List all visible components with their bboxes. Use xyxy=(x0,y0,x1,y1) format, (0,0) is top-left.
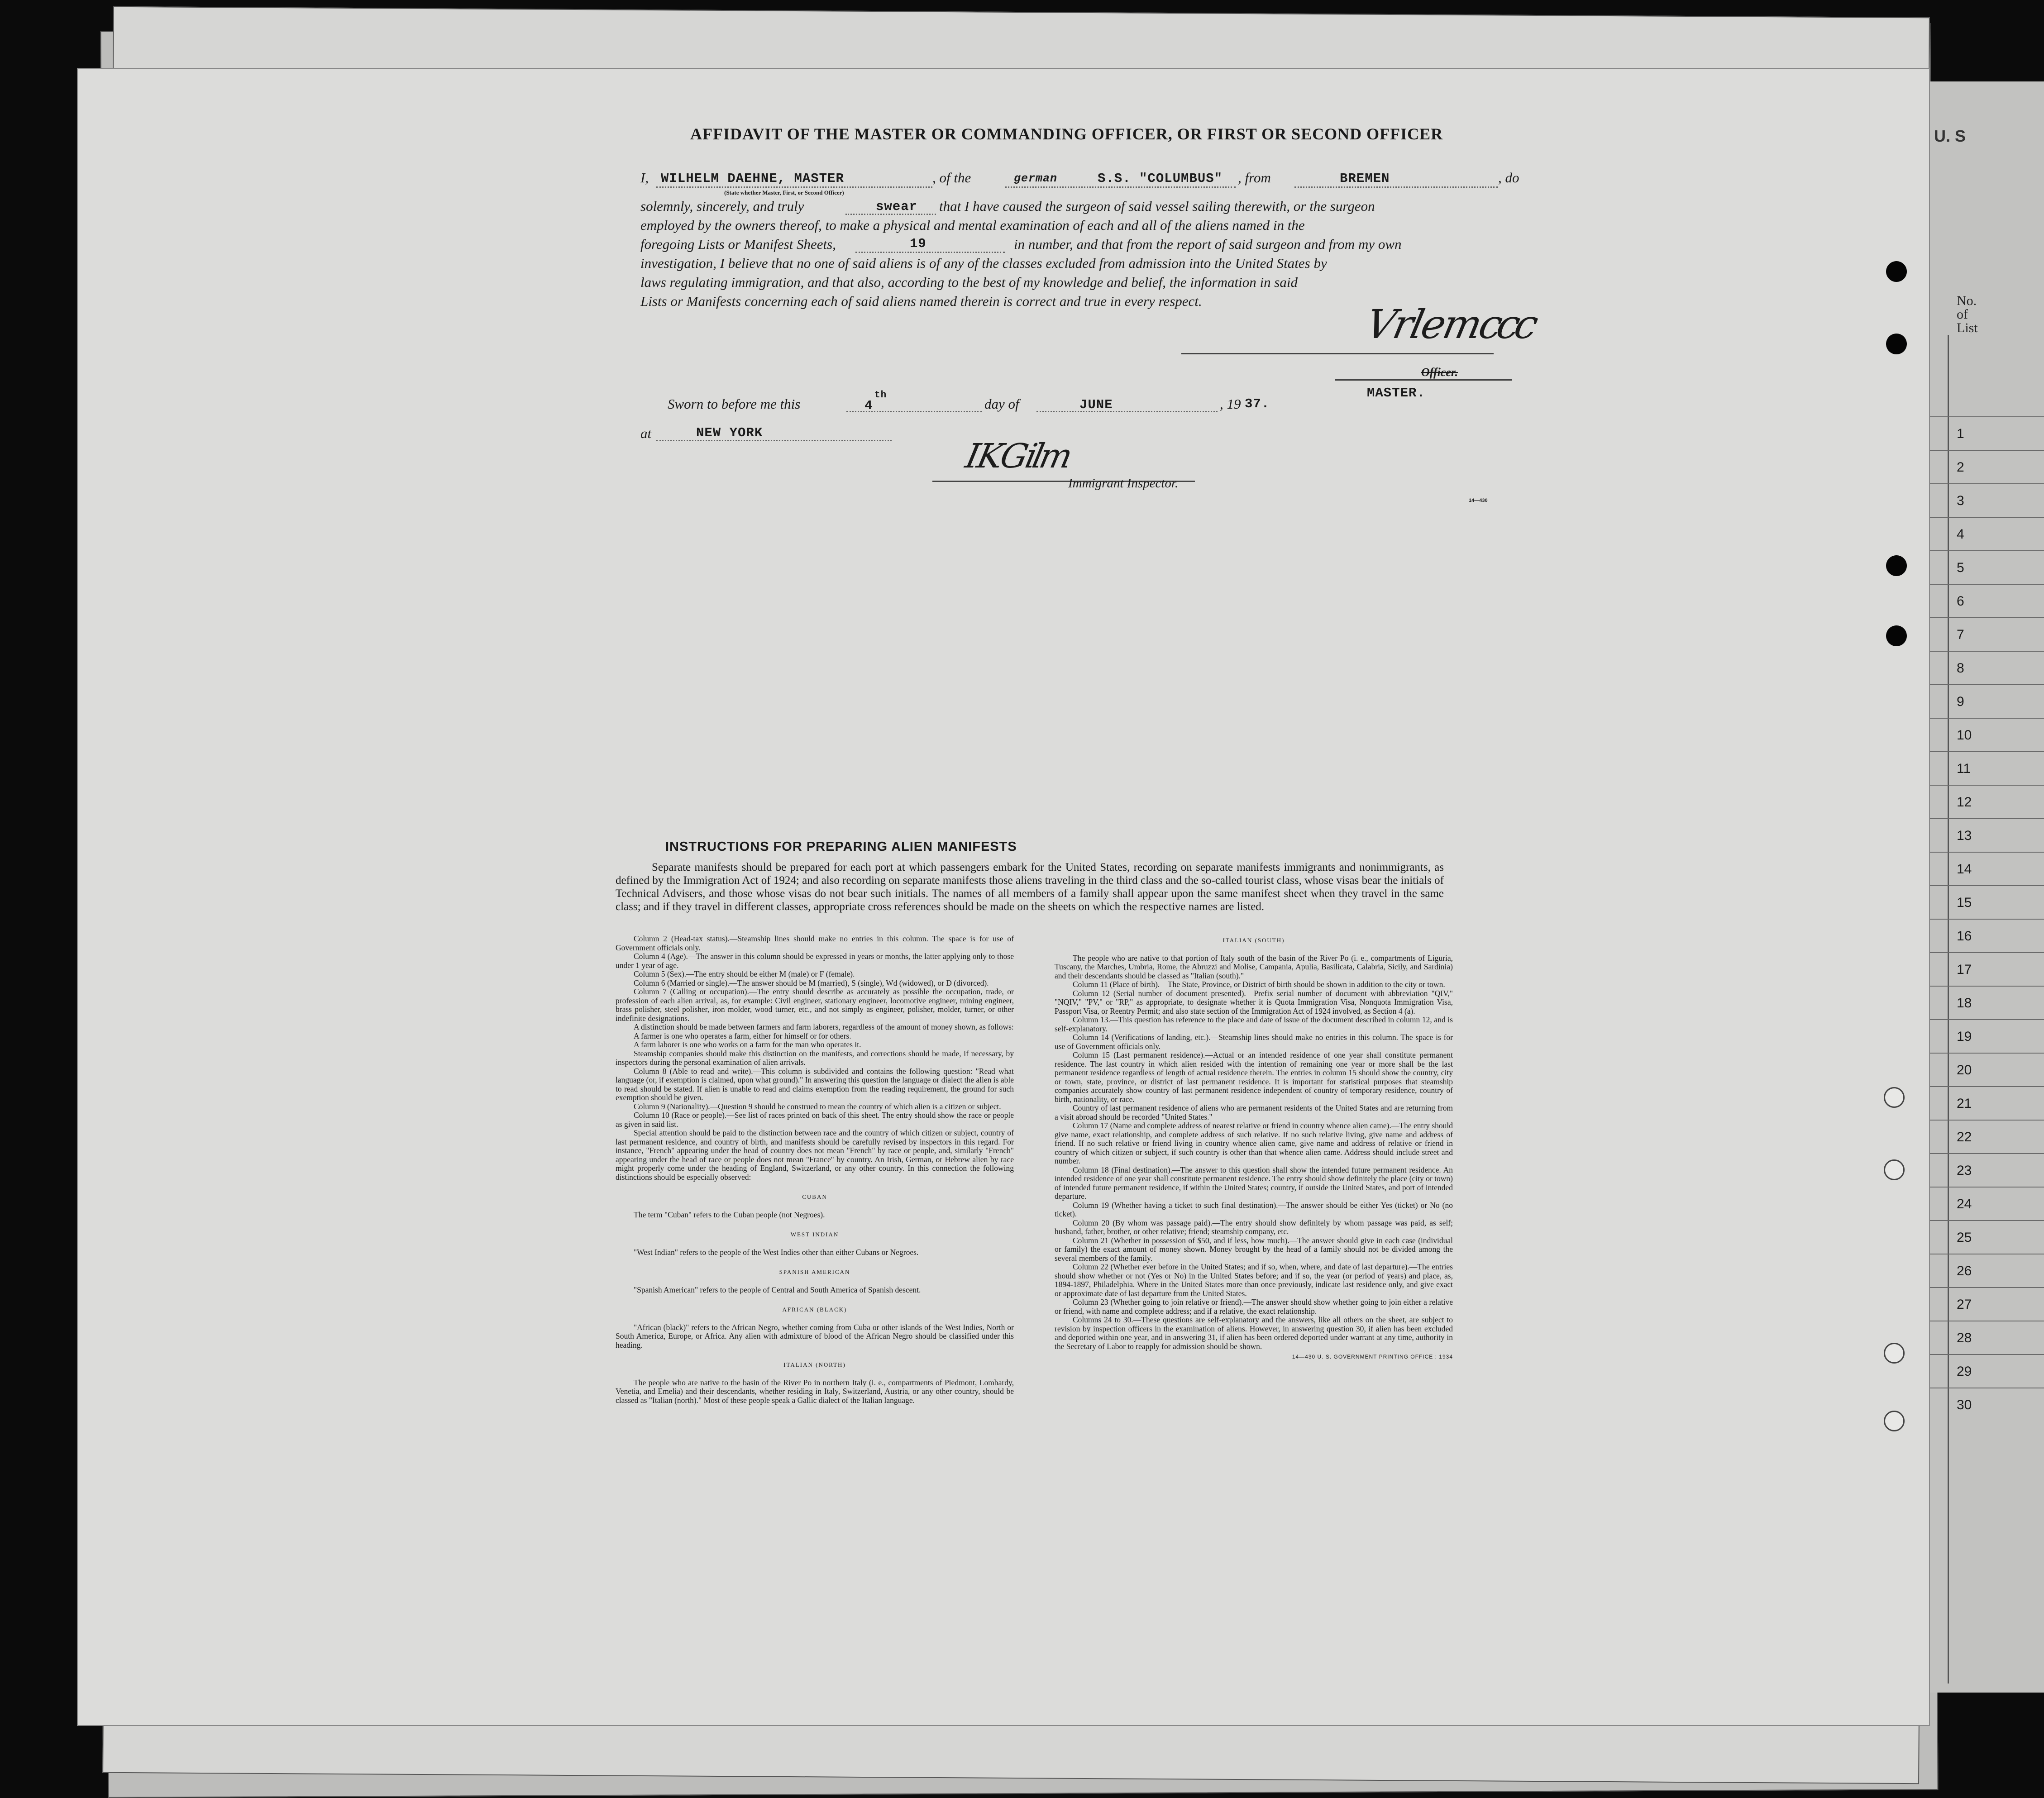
ship-nationality: german xyxy=(1014,172,1058,185)
row-number: 9 xyxy=(1920,684,2044,718)
punch-hole xyxy=(1884,1343,1905,1364)
section-heading: WEST INDIAN xyxy=(790,1231,839,1238)
row-number: 21 xyxy=(1920,1086,2044,1120)
blank-line xyxy=(1005,186,1236,188)
affidavit-text: foregoing Lists or Manifest Sheets, xyxy=(640,236,836,252)
master-name: WILHELM DAEHNE, MASTER xyxy=(661,171,844,186)
punch-hole xyxy=(1886,261,1907,282)
blank-line xyxy=(656,186,932,188)
affidavit-text: solemnly, sincerely, and truly xyxy=(640,198,804,214)
row-number: 15 xyxy=(1920,885,2044,919)
affidavit-text: laws regulating immigration, and that also, according to the best of my knowledge and belief, the information in said xyxy=(640,274,1298,290)
sworn-day-suffix: th xyxy=(874,390,887,401)
section-heading: CUBAN xyxy=(802,1193,827,1200)
row-number: 17 xyxy=(1920,952,2044,986)
punch-hole xyxy=(1886,625,1907,646)
affidavit-text: in number, and that from the report of said surgeon and from my own xyxy=(1014,236,1402,252)
row-number: 28 xyxy=(1920,1321,2044,1354)
row-number: 10 xyxy=(1920,718,2044,751)
master-signature: Vrlemccc xyxy=(1362,301,1538,348)
row-number: 19 xyxy=(1920,1019,2044,1053)
row-number: 4 xyxy=(1920,517,2044,550)
departure-port: BREMEN xyxy=(1340,171,1390,186)
row-number: 8 xyxy=(1920,651,2044,684)
row-number: 30 xyxy=(1920,1388,2044,1421)
inspector-signature: IKGilm xyxy=(962,437,1073,476)
affidavit-text: , from xyxy=(1238,170,1271,186)
state-note: (State whether Master, First, or Second Officer) xyxy=(724,189,844,196)
affidavit-text: employed by the owners thereof, to make a physical and mental examination of each and all of the aliens named in the xyxy=(640,217,1305,233)
instructions-title: INSTRUCTIONS FOR PREPARING ALIEN MANIFESTS xyxy=(665,839,1017,854)
affidavit-text: that I have caused the surgeon of said vessel sailing therewith, or the surgeon xyxy=(939,198,1375,214)
affidavit-text: Sworn to before me this xyxy=(668,396,801,412)
ship-name: S.S. "COLUMBUS" xyxy=(1098,171,1223,186)
punch-hole xyxy=(1884,1087,1905,1108)
punch-hole xyxy=(1884,1411,1905,1431)
row-number: 5 xyxy=(1920,550,2044,584)
section-heading: ITALIAN (SOUTH) xyxy=(1223,937,1285,944)
row-number: 24 xyxy=(1920,1187,2044,1220)
row-number: 18 xyxy=(1920,986,2044,1019)
section-heading: ITALIAN (NORTH) xyxy=(783,1361,846,1368)
punch-hole xyxy=(1884,1159,1905,1180)
affidavit-title: AFFIDAVIT OF THE MASTER OR COMMANDING OFFICER, OR FIRST OR SECOND OFFICER xyxy=(690,125,1443,143)
signature-line xyxy=(1335,379,1512,381)
row-number: 11 xyxy=(1920,751,2044,785)
row-number: 7 xyxy=(1920,617,2044,651)
punch-hole xyxy=(1886,555,1907,576)
instructions-left-column: Column 2 (Head-tax status).—Steamship lines should make no entries in this column. The space is for use of Government officials only. Column 4 (Age).—The answer in this column should be expressed in years or months, the latter applying only to those under 1 year of age. Column 5 (Sex).—The entry should be either M (male) or F (female). Column 6 (Married or single).—The answer should be M (married), S (single), Wd (widowed), or D (divorced). Column 7 (Calling or occupation).—The entry should describe as accurately as possible the occupation, trade, or profession of each alien arrival, as, for example: Civil engineer, stationary engineer, locomotive engineer, mining engineer, brass polisher, steel polisher, iron molder, wood turner, etc., and not simply as engineer, polisher, molder, turner, or other indefinite designations. A distinction should be made between farmers and farm laborers, regardless of the amount of money shown, as follows: A farmer is one who operates a farm, either for himself or for others. A farm laborer is one who works on a farm for the man who operates it. Steamship companies should make this distinction on the manifests, and corrections should be made, if necessary, by inspectors during the personal examination of alien arrivals. Column 8 (Able to read and write).—This column is subdivided and contains the following question: "Read what language (or, if exemption is claimed, upon what ground)." In answering this question the language or dialect the alien is able to read should be stated. If alien is unable to read and claims exemption from the reading requirement, the ground for such exemption should be given. Column 9 (Nationality).—Question 9 should be construed to mean the country of which alien is a citizen or subject. Column 10 (Race or people).—See list of races printed on back of this sheet. The entry should show the race or people as given in said list. Special attention should be paid to the distinction between race and the country of which citizen or subject, country of last permanent residence, and country of birth, and manifests should be carefully revised by inspectors in this regard. For instance, "French" appearing under the head of country does not mean "French" by race or people, and, similarly "French" appearing under the head of race or people does not mean "France" by country. An Irish, German, or Hebrew alien by race might properly come under the heading of England, Switzerland, or any other country. In this connection the following distinctions should be especially observed: CUBAN The term "Cuban" refers to the Cuban people (not Negroes). WEST INDIAN "West Indian" refers to the people of the West Indies other than either Cubans or Negroes. SPANISH AMERICAN "Spanish American" refers to the people of Central and South America of Spanish descent. AFRICAN (BLACK) "African (black)" refers to the African Negro, whether coming from Cuba or other islands of the West Indies, North or South America, Europe, or Africa. Any alien with admixture of blood of the African Negro should be classified under this heading. ITALIAN (NORTH) The people who are native to the basin of the River Po in northern Italy (i. e., compartments of Piedmont, Lombardy, Venetia, and Emelia) and their descendants, whether residing in Italy, Switzerland, Austria, or any other country, should be classed as "Italian (north)." Most of these people speak a Gallic dialect of the Italian language. xyxy=(616,934,1014,1405)
row-number: 1 xyxy=(1920,416,2044,450)
punch-hole xyxy=(1886,334,1907,354)
row-number: 25 xyxy=(1920,1220,2044,1254)
affidavit-text: I, xyxy=(640,170,649,186)
adjacent-manifest-sheet xyxy=(1919,81,2044,1693)
blank-line xyxy=(656,440,892,441)
row-number: 23 xyxy=(1920,1153,2044,1187)
sworn-place: NEW YORK xyxy=(696,425,763,440)
row-number: 14 xyxy=(1920,852,2044,885)
form-number: 14—430 xyxy=(1469,498,1488,503)
blank-line xyxy=(1294,186,1498,188)
row-number: 16 xyxy=(1920,919,2044,952)
row-number-column xyxy=(1920,416,2044,1421)
row-number: 29 xyxy=(1920,1354,2044,1388)
master-label: MASTER. xyxy=(1367,386,1425,401)
sworn-month: JUNE xyxy=(1079,397,1113,412)
signature-line xyxy=(1181,353,1494,354)
print-footer: 14—430 U. S. GOVERNMENT PRINTING OFFICE : 1934 xyxy=(1292,1354,1453,1360)
list-number-heading: No. of List xyxy=(1957,293,1978,335)
instructions-intro: Separate manifests should be prepared for each port at which passengers embark for the United States, recording on separate manifests immigrants and nonimmigrants, as defined by the Immigration Act of 1924; and also recording on separate manifests those aliens traveling in the third class and the so-called tourist class, whose visas bear the initials of Technical Advisers, and those whose visas do not bear such initials. The names of all members of a family shall appear upon the same manifest sheet when they travel in the same class; and if they travel in different classes, appropriate cross references should be made on the sheets on which the respective names are listed. xyxy=(616,861,1444,913)
instructions-right-column: ITALIAN (SOUTH) The people who are native to that portion of Italy south of the basin of the River Po (i. e., compartments of Liguria, Tuscany, the Marches, Umbria, Rome, the Abruzzi and Molise, Campania, Apulia, Basilicata, Calabria, Sicily, and Sardinia) and their descendants should be classed as "Italian (south)." Column 11 (Place of birth).—The State, Province, or District of birth should be shown in addition to the city or town. Column 12 (Serial number of document presented).—Prefix serial number of document with abbreviation "QIV," "NQIV," "PV," or "RP," as appropriate, to designate whether it is Quota Immigration Visa, Nonquota Immigration Visa, Passport Visa, or Reentry Permit; and also state section of the Immigration Act of 1924 involved, as Section 4 (a). Column 13.—This question has reference to the place and date of issue of the document described in column 12, and is self-explanatory. Column 14 (Verifications of landing, etc.).—Steamship lines should make no entries in this column. The space is for use of Government officials only. Column 15 (Last permanent residence).—Actual or an intended residence of one year shall constitute permanent residence. The last country in which alien resided with the intention of remaining one year or more shall be the last permanent residence regardless of length of actual residence therein. The entries in column 15 should show the country, city or town, state, province, or district of last permanent residence. It is important for statistical purposes that steamship companies accurately show country of last permanent residence independent of country of temporary residence, country of birth, nationality, or race. Country of last permanent residence of aliens who are permanent residents of the United States and are returning from a visit abroad should be recorded "United States." Column 17 (Name and complete address of nearest relative or friend in country whence alien came).—The entry should give name, exact relationship, and complete address of such relative. If no such relative living, give name and address of friend. If no such relative or friend living in country whence alien came, give name and address of relative or friend in country of which citizen or subject, if such country is other than that whence alien came. Address should include street and number. Column 18 (Final destination).—The answer to this question shall show the intended future permanent residence. An intended residence of one year shall constitute permanent residence. The entry should show definitely the place (city or town) of intended future permanent residence, if within the United States; country, if outside the United States, and port of intended departure. Column 19 (Whether having a ticket to such final destination).—The answer should be either Yes (ticket) or No (no ticket). Column 20 (By whom was passage paid).—The entry should show definitely by whom passage was paid, as self; husband, father, brother, or other relative; friend; steamship company, etc. Column 21 (Whether in possession of $50, and if less, how much).—The answer should give in each case (individual or family) the exact amount of money shown. Money brought by the head of a family should not be divided among the several members of the family. Column 22 (Whether ever before in the United States; and if so, when, where, and date of last departure).—The entries should show whether or not (Yes or No) in the United States before; and if so, the year (or period of years) and place, as, 1894-1897, Philadelphia. Where in the United States more than once previously, indicate last residence only, and give exact or approximate date of last departure from the United States. Column 23 (Whether going to join relative or friend).—The answer should show whether going to join either a relative or friend, with name and complete address; and if a relative, the exact relationship. Columns 24 to 30.—These questions are self-explanatory and the answers, like all others on the sheet, are subject to revision by inspection officers in the examination of aliens. However, in answering question 30, if alien has been excluded and deported within one year, and in answering 31, if alien has been ordered deported under warrant at any time, authority in the Secretary of Labor to reapply for admission should be shown. 14—430 U. S. GOVERNMENT PRINTING OFFICE : 1934 xyxy=(1055,937,1453,1360)
affidavit-text: Lists or Manifests concerning each of said aliens named therein is correct and true in every respect. xyxy=(640,293,1202,309)
section-heading: AFRICAN (BLACK) xyxy=(782,1306,847,1313)
blank-line xyxy=(1036,411,1218,412)
row-number: 2 xyxy=(1920,450,2044,483)
row-number: 20 xyxy=(1920,1053,2044,1086)
affidavit-text: investigation, I believe that no one of said aliens is of any of the classes excluded from admission into the United States by xyxy=(640,255,1327,271)
row-number: 12 xyxy=(1920,785,2044,818)
row-number: 3 xyxy=(1920,483,2044,517)
inspector-label: Immigrant Inspector. xyxy=(1068,476,1179,491)
sworn-year: 37. xyxy=(1245,396,1270,411)
sworn-day: 4 xyxy=(864,398,873,413)
officer-label: Officer. xyxy=(1421,366,1458,379)
affidavit-text: , 19 xyxy=(1220,396,1241,412)
blank-line xyxy=(855,252,1005,253)
sheet-header: U. S xyxy=(1934,127,1966,145)
row-number: 13 xyxy=(1920,818,2044,852)
row-number: 26 xyxy=(1920,1254,2044,1287)
row-number: 6 xyxy=(1920,584,2044,617)
section-heading: SPANISH AMERICAN xyxy=(779,1269,850,1275)
affidavit-text: day of xyxy=(984,396,1019,412)
row-number: 22 xyxy=(1920,1120,2044,1153)
affidavit-text: , do xyxy=(1498,170,1519,186)
sheet-count: 19 xyxy=(910,236,926,251)
row-number: 27 xyxy=(1920,1287,2044,1321)
affidavit-text: , of the xyxy=(932,170,971,186)
oath-verb: swear xyxy=(876,199,918,214)
affidavit-text: at xyxy=(640,425,652,441)
